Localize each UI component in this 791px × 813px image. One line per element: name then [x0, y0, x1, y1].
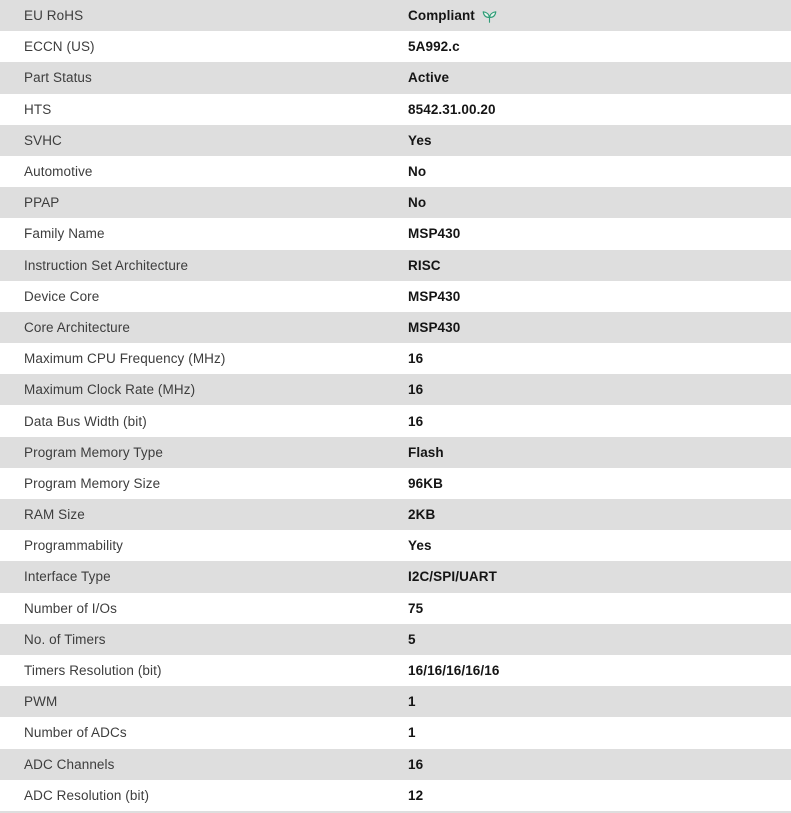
- spec-label: Data Bus Width (bit): [24, 413, 147, 429]
- table-row: [0, 343, 791, 374]
- table-row: [0, 156, 791, 187]
- spec-value: 16/16/16/16/16: [408, 663, 500, 679]
- spec-value: Yes: [408, 132, 432, 148]
- spec-value: [408, 8, 497, 23]
- table-row: [0, 561, 791, 592]
- table-row: [0, 437, 791, 468]
- table-row: [0, 187, 791, 218]
- table-row: [0, 717, 791, 748]
- spec-label: Part Status: [24, 70, 92, 86]
- spec-label: ADC Resolution (bit): [24, 787, 150, 803]
- spec-label: Number of I/Os: [24, 600, 117, 616]
- table-row: [0, 31, 791, 62]
- spec-label: RAM Size: [24, 507, 85, 523]
- table-row: [0, 0, 791, 31]
- table-row: [0, 624, 791, 655]
- spec-label: PPAP: [24, 195, 60, 211]
- spec-value: Active: [408, 70, 450, 86]
- spec-value: 8542.31.00.20: [408, 101, 496, 117]
- spec-value: 5A992.c: [408, 39, 460, 55]
- table-row: [0, 749, 791, 780]
- spec-value: MSP430: [408, 319, 461, 335]
- table-row: [0, 780, 791, 811]
- spec-label: No. of Timers: [24, 631, 106, 647]
- spec-value: Yes: [408, 538, 432, 554]
- spec-value: 16: [408, 382, 424, 398]
- spec-value: 2KB: [408, 507, 436, 523]
- spec-value: 16: [408, 756, 424, 772]
- spec-label: ECCN (US): [24, 39, 95, 55]
- spec-label: Programmability: [24, 538, 124, 554]
- spec-label: EU RoHS: [24, 8, 84, 24]
- leaf-icon: [482, 10, 497, 23]
- spec-label: Program Memory Type: [24, 444, 163, 460]
- spec-label: Core Architecture: [24, 319, 130, 335]
- spec-value: MSP430: [408, 226, 461, 242]
- spec-value: MSP430: [408, 288, 461, 304]
- spec-value: No: [408, 195, 427, 211]
- spec-value: 12: [408, 787, 424, 803]
- table-row: [0, 94, 791, 125]
- table-row: [0, 686, 791, 717]
- spec-label: Interface Type: [24, 569, 111, 585]
- spec-value: Flash: [408, 444, 444, 460]
- spec-label: PWM: [24, 694, 58, 710]
- spec-value: 75: [408, 600, 424, 616]
- spec-label: Device Core: [24, 288, 100, 304]
- table-row: [0, 250, 791, 281]
- spec-value: 16: [408, 351, 424, 367]
- table-row: [0, 281, 791, 312]
- table-row: [0, 374, 791, 405]
- spec-label: HTS: [24, 101, 52, 117]
- spec-label: Program Memory Size: [24, 475, 161, 491]
- spec-value: RISC: [408, 257, 441, 273]
- spec-label: Family Name: [24, 226, 105, 242]
- spec-label: Instruction Set Architecture: [24, 257, 189, 273]
- spec-value: 1: [408, 694, 416, 710]
- table-row: [0, 218, 791, 249]
- spec-label: Automotive: [24, 164, 93, 180]
- spec-label: Maximum CPU Frequency (MHz): [24, 351, 226, 367]
- table-row: [0, 312, 791, 343]
- spec-value-text: Compliant: [408, 8, 475, 24]
- table-row: [0, 593, 791, 624]
- table-row: [0, 468, 791, 499]
- table-row: [0, 405, 791, 436]
- spec-label: Maximum Clock Rate (MHz): [24, 382, 196, 398]
- table-row: [0, 125, 791, 156]
- spec-value: 5: [408, 631, 416, 647]
- table-row: [0, 530, 791, 561]
- spec-label: ADC Channels: [24, 756, 115, 772]
- table-row: [0, 62, 791, 93]
- spec-label: Timers Resolution (bit): [24, 663, 162, 679]
- spec-value: 16: [408, 413, 424, 429]
- spec-value: 1: [408, 725, 416, 741]
- spec-value: 96KB: [408, 475, 443, 491]
- spec-value: I2C/SPI/UART: [408, 569, 497, 585]
- spec-label: Number of ADCs: [24, 725, 127, 741]
- table-row: [0, 499, 791, 530]
- table-row: [0, 655, 791, 686]
- spec-value: No: [408, 164, 427, 180]
- spec-label: SVHC: [24, 132, 62, 148]
